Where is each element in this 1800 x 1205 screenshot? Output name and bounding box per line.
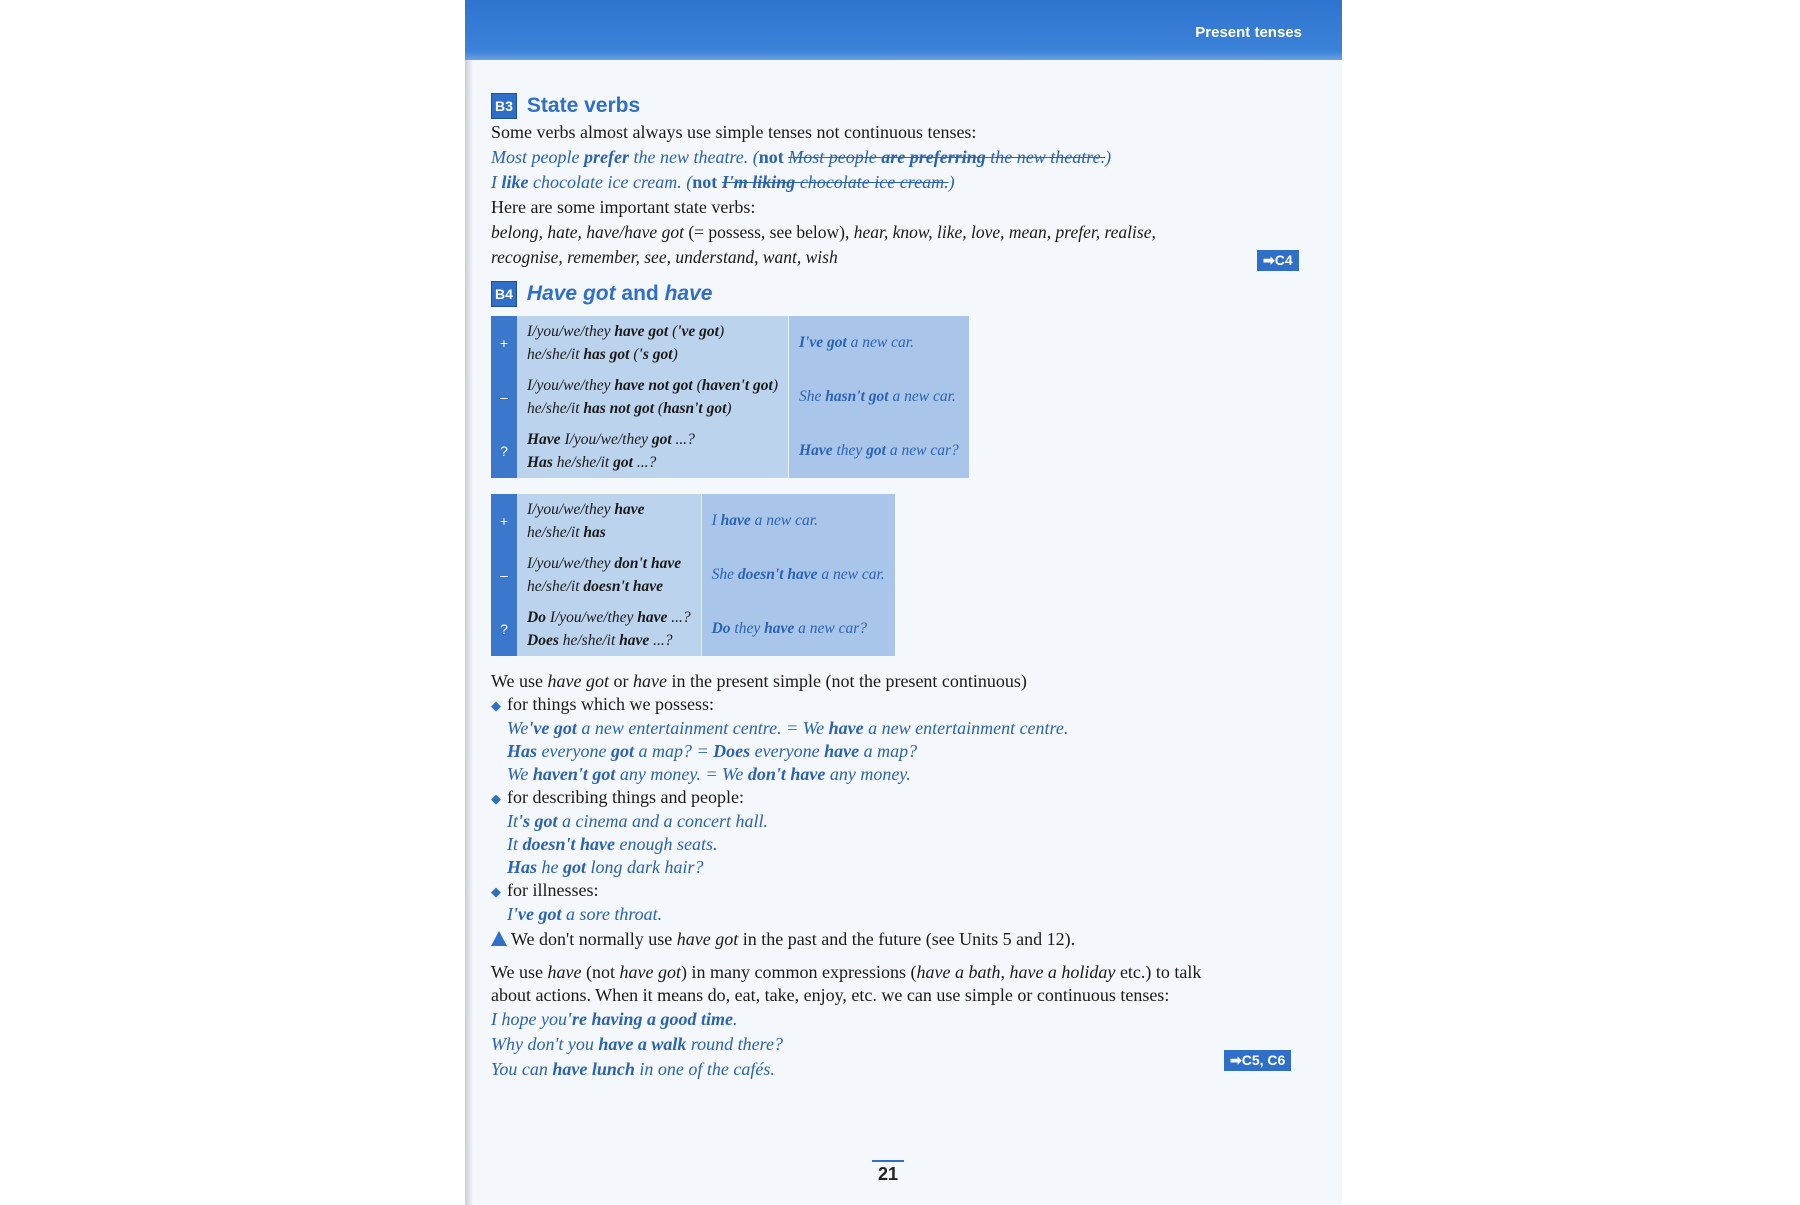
section-title: Present tenses: [1195, 24, 1302, 41]
bullet-icon: ◆: [491, 884, 501, 899]
possess-example-1: We've got a new entertainment centre. = We have a new entertainment centre.: [507, 718, 1069, 738]
sign-minus: –: [491, 370, 517, 424]
example-cell: [789, 424, 969, 478]
sign-plus: +: [491, 316, 517, 370]
b3-intro: Some verbs almost always use simple tenses not continuous tenses:: [491, 122, 977, 142]
have-table: [491, 494, 895, 656]
example-cell: [789, 316, 969, 370]
b3-title: State verbs: [526, 94, 641, 117]
bullet-icon: ◆: [491, 698, 501, 713]
page-number: 21: [872, 1160, 904, 1185]
bullet-icon: ◆: [491, 791, 501, 806]
illness-example: I've got a sore throat.: [507, 904, 663, 924]
b3-list-intro: Here are some important state verbs:: [491, 197, 756, 217]
bullet-describing: ◆ for describing things and people:: [491, 787, 744, 807]
example-cell: [701, 602, 895, 656]
possess-example-2: Has everyone got a map? = Does everyone have a map?: [507, 741, 918, 761]
form-row: he/she/it has got ('s got): [527, 346, 678, 363]
example-row: She doesn't have a new car.: [711, 566, 885, 583]
warning-icon: [491, 931, 507, 946]
expression-example-1: I hope you're having a good time.: [491, 1009, 738, 1029]
form-row: Do I/you/we/they have ...?: [527, 609, 691, 626]
b3-example-1: Most people prefer the new theatre. (not Most people are preferring the new theatre.): [491, 147, 1112, 167]
b4-badge: B4: [491, 281, 517, 307]
form-cell: [517, 602, 701, 656]
expressions-1: We use have (not have got) in many common expressions (have a bath, have a holiday etc.) to talk: [491, 962, 1202, 982]
sign-question: ?: [491, 602, 517, 656]
b3-heading: [491, 92, 1311, 120]
b3-example-2: I like chocolate ice cream. (not I'm liking chocolate ice cream.): [491, 172, 955, 192]
describing-example-3: Has he got long dark hair?: [507, 857, 704, 877]
cross-reference-c4[interactable]: ➡C4: [1257, 250, 1299, 271]
book-page: [465, 0, 1342, 1205]
form-row: I/you/we/they have not got (haven't got): [527, 377, 779, 394]
form-row: Does he/she/it have ...?: [527, 632, 673, 649]
page-content: [491, 92, 1311, 1082]
b3-verb-list-2: recognise, remember, see, understand, want, wish: [491, 247, 838, 267]
form-cell: [517, 370, 789, 424]
cross-reference-c5-c6[interactable]: ➡C5, C6: [1224, 1050, 1291, 1071]
expressions-2: about actions. When it means do, eat, take, enjoy, etc. we can use simple or continuous tenses:: [491, 985, 1170, 1005]
form-row: he/she/it has not got (hasn't got): [527, 400, 732, 417]
possess-example-3: We haven't got any money. = We don't have any money.: [507, 764, 911, 784]
expression-example-2: Why don't you have a walk round there?: [491, 1034, 783, 1054]
form-row: Has he/she/it got ...?: [527, 454, 657, 471]
form-cell: [517, 316, 789, 370]
example-row: I have a new car.: [711, 512, 818, 529]
header-bar: [465, 0, 1342, 60]
have-got-table: [491, 316, 969, 478]
form-row: I/you/we/they have got ('ve got): [527, 323, 725, 340]
form-cell: [517, 424, 789, 478]
warning-note: We don't normally use have got in the past and the future (see Units 5 and 12).: [491, 928, 1311, 951]
example-row: I've got a new car.: [799, 334, 914, 351]
bullet-possess: ◆ for things which we possess:: [491, 694, 714, 714]
expression-example-3: You can have lunch in one of the cafés.: [491, 1059, 775, 1079]
describing-example-2: It doesn't have enough seats.: [507, 834, 718, 854]
b4-heading: [491, 280, 1311, 308]
form-row: he/she/it doesn't have: [527, 578, 664, 595]
form-row: Have I/you/we/they got ...?: [527, 431, 695, 448]
form-row: I/you/we/they have: [527, 501, 645, 518]
sign-plus: +: [491, 494, 517, 548]
example-row: Have they got a new car?: [799, 442, 959, 459]
form-cell: [517, 494, 701, 548]
example-row: Do they have a new car?: [711, 620, 868, 637]
describing-example-1: It's got a cinema and a concert hall.: [507, 811, 768, 831]
example-cell: [701, 548, 895, 602]
form-row: he/she/it has: [527, 524, 606, 541]
form-row: I/you/we/they don't have: [527, 555, 682, 572]
use-have-got: We use have got or have in the present simple (not the present continuous): [491, 671, 1027, 691]
example-cell: [701, 494, 895, 548]
sign-minus: –: [491, 548, 517, 602]
example-cell: [789, 370, 969, 424]
b4-title: Have got and have: [526, 282, 713, 305]
sign-question: ?: [491, 424, 517, 478]
b3-verb-list-1: belong, hate, have/have got (= possess, see below), hear, know, like, love, mean, prefer, realise,: [491, 222, 1156, 242]
example-row: She hasn't got a new car.: [799, 388, 956, 405]
form-cell: [517, 548, 701, 602]
b3-badge: B3: [491, 93, 517, 119]
bullet-illnesses: ◆ for illnesses:: [491, 880, 599, 900]
